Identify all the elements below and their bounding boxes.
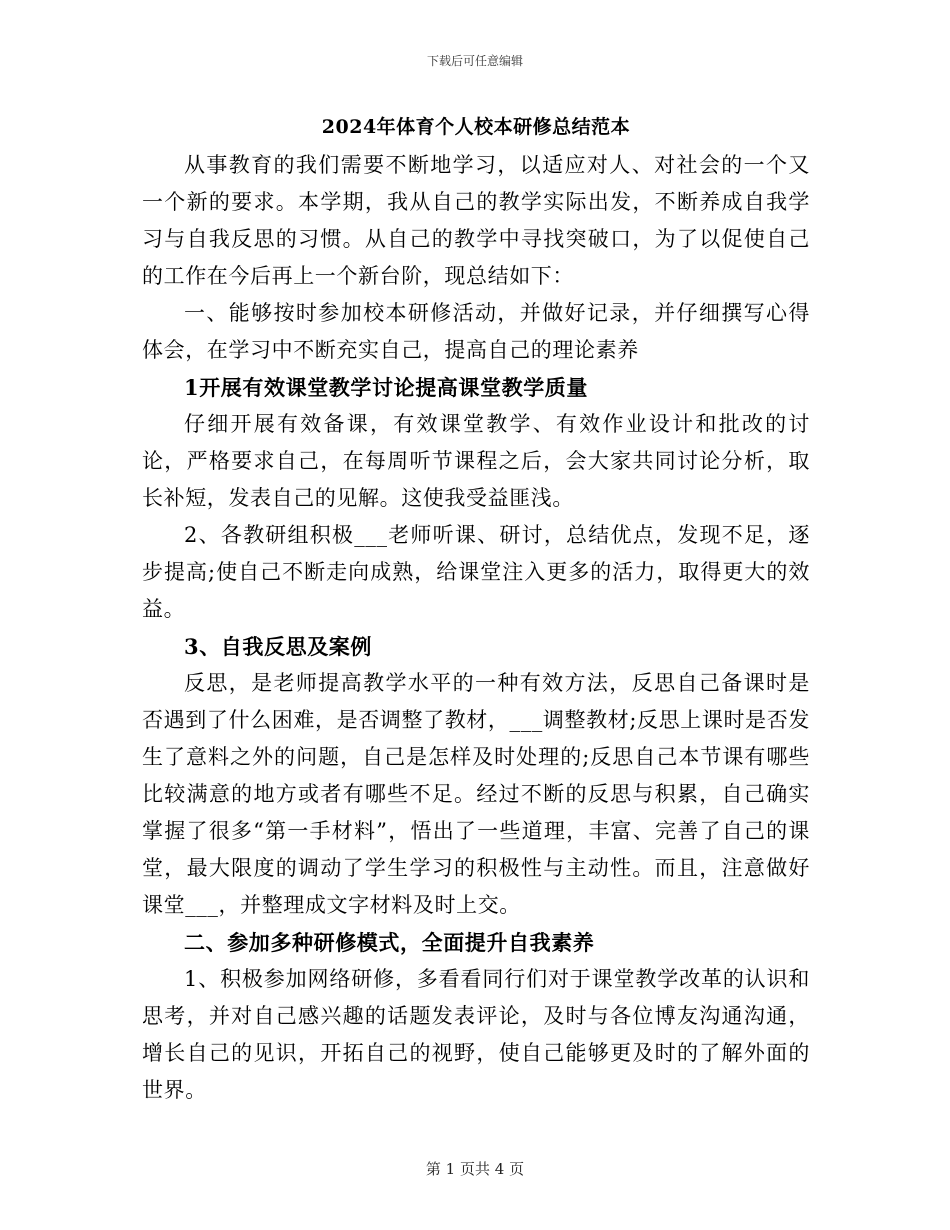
section-heading: 二、参加多种研修模式，全面提升自我素养 [184, 930, 595, 955]
page-number-label: 第 1 页共 4 页 [425, 1160, 525, 1178]
section-heading: 1开展有效课堂教学讨论提高课堂教学质量 [184, 375, 589, 400]
body-paragraph: 反思，是老师提高教学水平的一种有效方法，反思自己备课时是否遇到了什么困难，是否调整了教材，___调整教材;反思上课时是否发生了意料之外的问题，自己是怎样及时处理的;反思自己本节课有哪些比较满意的地方或者有哪些不足。经过不断的反思与积累，自己确实掌握了很多“第一手材料”，悟出了一些道理，丰富、完善了自己的课堂，最大限度的调动了学生学习的积极性与主动性。而且，注意做好课堂___，并整理成文字材料及时上交。 [142, 671, 810, 917]
document-title: 2024年体育个人校本研修总结范本 [321, 116, 631, 138]
body-paragraph: 仔细开展有效备课，有效课堂教学、有效作业设计和批改的讨论，严格要求自己，在每周听节课程之后，会大家共同讨论分析，取长补短，发表自己的见解。这使我受益匪浅。 [142, 412, 810, 510]
body-paragraph: 从事教育的我们需要不断地学习，以适应对人、对社会的一个又一个新的要求。本学期，我从自己的教学实际出发，不断养成自我学习与自我反思的习惯。从自己的教学中寻找突破口，为了以促使自己的工作在今后再上一个新台阶，现总结如下： [142, 153, 810, 288]
body-paragraph: 一、能够按时参加校本研修活动，并做好记录，并仔细撰写心得体会，在学习中不断充实自己，提高自己的理论素养 [142, 301, 810, 362]
header-note: 下载后可任意编辑 [426, 54, 523, 68]
page-footer [0, 1158, 950, 1179]
document-body [142, 110, 810, 1109]
section-heading: 3、自我反思及案例 [184, 634, 373, 659]
paragraph-list [142, 147, 810, 1109]
body-paragraph: 2、各教研组积极___老师听课、研讨，总结优点，发现不足，逐步提高;使自己不断走向成熟，给课堂注入更多的活力，取得更大的效益。 [142, 523, 810, 621]
body-paragraph: 1、积极参加网络研修，多看看同行们对于课堂教学改革的认识和思考，并对自己感兴趣的话题发表评论，及时与各位博友沟通沟通，增长自己的见识，开拓自己的视野，使自己能够更及时的了解外面的世界。 [142, 967, 810, 1102]
